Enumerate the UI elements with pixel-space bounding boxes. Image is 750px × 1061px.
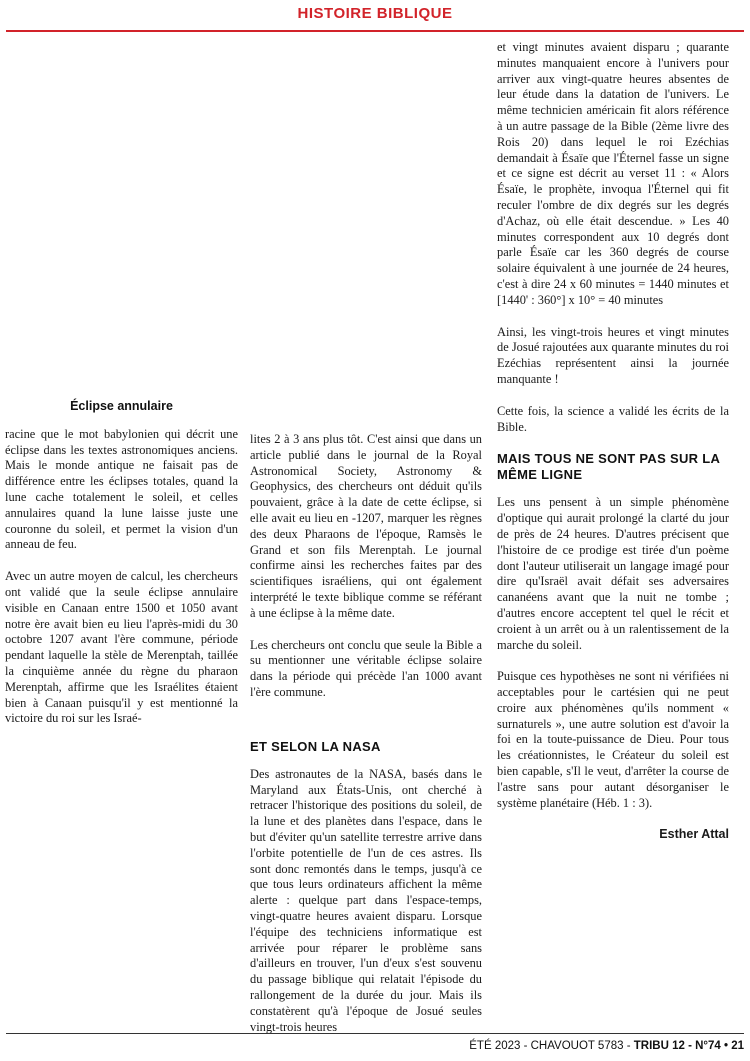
paragraph: Les chercheurs ont conclu que seule la Bible a su mentionner une véritable éclipse solaire dans la période qui précède l'an 1000 avant l'ère commune. [250,637,482,699]
page-footer [469,1040,744,1058]
paragraph: racine que le mot babylonien qui décrit une éclipse dans les textes astronomiques anciens. Mais le monde antique ne faisait pas de différence entre les éclipses totales, quand la lune cache totalement le soleil, et celles annulaires quand la lune laisse juste une couronne du soleil, et permet la vision d'un anneau de feu. [5,426,238,552]
subhead-meme-ligne: MAIS TOUS NE SONT PAS SUR LA MÊME LIGNE [497,451,720,483]
column-left [5,399,238,743]
paragraph: Puisque ces hypothèses ne sont ni vérifiées ni acceptables pour le cartésien qui ne peut croire aux phénomènes qu'ils nomment « surnaturels », une autre solution est d'avoir la foi en la toute-puissance de Dieu. Pour tous les créationnistes, le Créateur du soleil est bien capable, s'Il le veut, d'arrêter la course de l'astre sans pour autant désorganiser le système planétaire (Héb. 1 : 3). [497,669,729,810]
page-header [0,0,750,28]
section-title: HISTOIRE BIBLIQUE [297,5,453,22]
paragraph: et vingt minutes avaient disparu ; quarante minutes manquaient encore à l'univers pour arriver aux vingt-quatre heures absentes de leur étude dans la datation de l'univers. Le même technicien américain fit alors référence à un autre passage de la Bible (2ème livre des Rois 20) dans lequel le roi Ezéchias demandait à Ésaïe que l'Éternel fasse un signe et ce signe est décrit au verset 11 : « Alors Ésaïe, le prophète, invoqua l'Éternel qui fit reculer l'ombre de dix degrés sur les degrés d'Achaz, où elle était descendue. » Les 40 minutes correspondent aux 10 degrés dont parle Ésaïe car les 360 degrés de course solaire équivalent à une journée de 24 heures, c'est à dire 24 x 60 minutes = 1440 minutes et [1440' : 360°] x 10° = 40 minutes [497,40,729,307]
paragraph: Les uns pensent à un simple phénomène d'optique qui aurait prolongé la clarté du jour de près de 24 heures. D'autres précisent que l'histoire de ce prodige est tirée d'un poème dont l'auteur utiliserait un langage imagé pour dire qu'Israël avait défait ses adversaires cananéens avant que la nuit ne tombe ; d'autres encore acceptent tel quel le récit et croient à un arrêt ou à un ralentissement de la marche du soleil. [497,495,729,652]
paragraph: Ainsi, les vingt-trois heures et vingt minutes de Josué rajoutées aux quarante minutes du roi Ezéchias représentent ainsi la journée manquante ! [497,324,729,386]
paragraph: lites 2 à 3 ans plus tôt. C'est ainsi que dans un article publié dans le journal de la Royal Astronomical Society, Astronomy & Geophysics, des chercheurs ont déduit qu'ils pouvaient, grâce à la date de cette éclipse, si elle avait eu lieu en -1207, marquer les règnes des deux Pharaons de l'époque, Ramsès le Grand et son fils Merenptah. Le journal confirme ainsi les recherches faites par des scientifiques israéliens, qui ont également interprété le texte biblique comme se référant à une éclipse à la même date. [250,432,482,620]
paragraph: Cette fois, la science a validé les écrits de la Bible. [497,403,729,434]
header-divider [6,30,744,32]
footer-issue: ÉTÉ 2023 - CHAVOUOT 5783 - [469,1040,634,1052]
column-right [497,40,729,843]
subhead-eclipse-annulaire: Éclipse annulaire [70,399,173,413]
paragraph: Avec un autre moyen de calcul, les chercheurs ont validé que la seule éclipse annulaire visible en Canaan entre 1500 et 1050 avant notre ère avait bien eu lieu l'après-midi du 30 octobre 1207 avant l'ère commune, période pendant laquelle la stèle de Merenptah, taillée la cinquième année du règne du pharaon Merenptah, affirme que les Israélites étaient bien à Canaan puisqu'il y est mentionné la victoire du roi sur les Israé- [5,569,238,726]
footer-magazine: TRIBU 12 - N°74 • 21 [633,1040,744,1052]
subhead-nasa: ET SELON LA NASA [250,738,381,754]
paragraph: Des astronautes de la NASA, basés dans le Maryland aux États-Unis, ont cherché à retracer l'historique des positions du soleil, de la lune et des planètes dans l'espace, dans le but d'éviter qu'un satellite terrestre arrive dans l'orbite potentielle de l'un de ces astres. Ils sont donc remontés dans le temps, jusqu'à ce que tous leurs ordinateurs affichent la même alerte : quelque part dans l'espace-temps, vingt-quatre heures avaient disparu. Lorsque l'équipe des techniciens informatique est arrivée pour réparer le problème sans d'ailleurs en trouver, l'un d'eux s'est souvenu du passage biblique qui relatait l'épisode du rallongement de la durée du jour. Mais ils constatèrent qu'à l'époque de Josué seules vingt-trois heures [250,766,482,1034]
column-middle [250,432,482,1051]
footer-divider [6,1033,744,1034]
author-signature: Esther Attal [659,827,729,842]
